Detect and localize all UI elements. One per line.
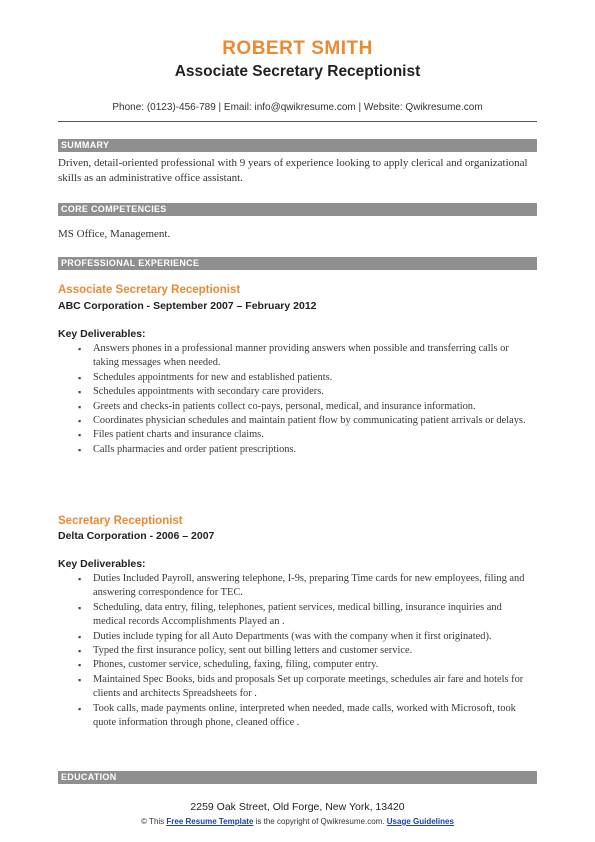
list-item: ▪ Answers phones in a professional manner providing answers when possible and transferring calls or taking messages when needed.	[78, 342, 537, 371]
list-item: ▪ Took calls, made payments online, interpreted when needed, made calls, worked with Microsoft, took quote information through phone, cleaned office .	[78, 702, 537, 731]
competencies-text: MS Office, Management.	[58, 228, 171, 240]
contact-line: Phone: (0123)-456-789 | Email: info@qwikresume.com | Website: Qwikresume.com	[112, 102, 483, 113]
header-divider	[58, 121, 537, 122]
job-2-title: Secretary Receptionist	[58, 515, 183, 527]
job-1-deliverables-label: Key Deliverables:	[58, 328, 146, 340]
list-item: ▪ Files patient charts and insurance claims.	[78, 428, 537, 442]
list-item: ▪ Calls pharmacies and order patient prescriptions.	[78, 443, 537, 457]
job-1-company: ABC Corporation - September 2007 – February 2012	[58, 300, 317, 312]
footer-copyright	[0, 816, 595, 827]
summary-heading: SUMMARY	[58, 139, 537, 152]
job-2-deliverables-label: Key Deliverables:	[58, 558, 146, 570]
list-item: ▪ Coordinates physician schedules and maintain patient flow by communicating patient arrivals or delays.	[78, 414, 537, 428]
footer-copy-prefix: © This	[141, 817, 167, 826]
free-resume-template-link[interactable]: Free Resume Template	[166, 817, 254, 826]
experience-heading: PROFESSIONAL EXPERIENCE	[58, 257, 537, 270]
list-item: ▪ Phones, customer service, scheduling, faxing, filing, computer entry.	[78, 658, 537, 672]
job-2-company: Delta Corporation - 2006 – 2007	[58, 530, 215, 542]
candidate-name: ROBERT SMITH	[222, 38, 373, 59]
resume-header	[0, 38, 595, 82]
competencies-heading: CORE COMPETENCIES	[58, 203, 537, 216]
footer-copy-middle: is the copyright of Qwikresume.com.	[253, 817, 387, 826]
summary-text: Driven, detail-oriented professional with 9 years of experience looking to apply clerical and organizational skills as an administrative office assistant.	[58, 157, 528, 184]
list-item: ▪ Greets and checks-in patients collect co-pays, personal, medical, and insurance information.	[78, 400, 537, 414]
list-item: ▪ Schedules appointments for new and established patients.	[78, 371, 537, 385]
list-item: ▪ Schedules appointments with secondary care providers.	[78, 385, 537, 399]
usage-guidelines-link[interactable]: Usage Guidelines	[386, 817, 454, 826]
job-2-deliverables-list	[78, 572, 537, 730]
footer-address: 2259 Oak Street, Old Forge, New York, 13420	[190, 801, 405, 813]
education-heading: EDUCATION	[58, 771, 537, 784]
list-item: ▪ Scheduling, data entry, filing, telephones, patient services, medical billing, insurance inquiries and medical records Accomplishments Played an .	[78, 601, 537, 630]
candidate-title: Associate Secretary Receptionist	[174, 63, 421, 80]
list-item: ▪ Maintained Spec Books, bids and proposals Set up corporate meetings, schedules air fare and hotels for clients and architects Spreadsheets for .	[78, 673, 537, 702]
job-1-deliverables-list	[78, 342, 537, 457]
list-item: ▪ Duties include typing for all Auto Departments (was with the company when it first originated).	[78, 630, 537, 644]
list-item: ▪ Typed the first insurance policy, sent out billing letters and customer service.	[78, 644, 537, 658]
job-1-title: Associate Secretary Receptionist	[58, 284, 241, 296]
list-item: ▪ Duties Included Payroll, answering telephone, I-9s, preparing Time cards for new employees, filing and answering correspondence for TEC.	[78, 572, 537, 601]
